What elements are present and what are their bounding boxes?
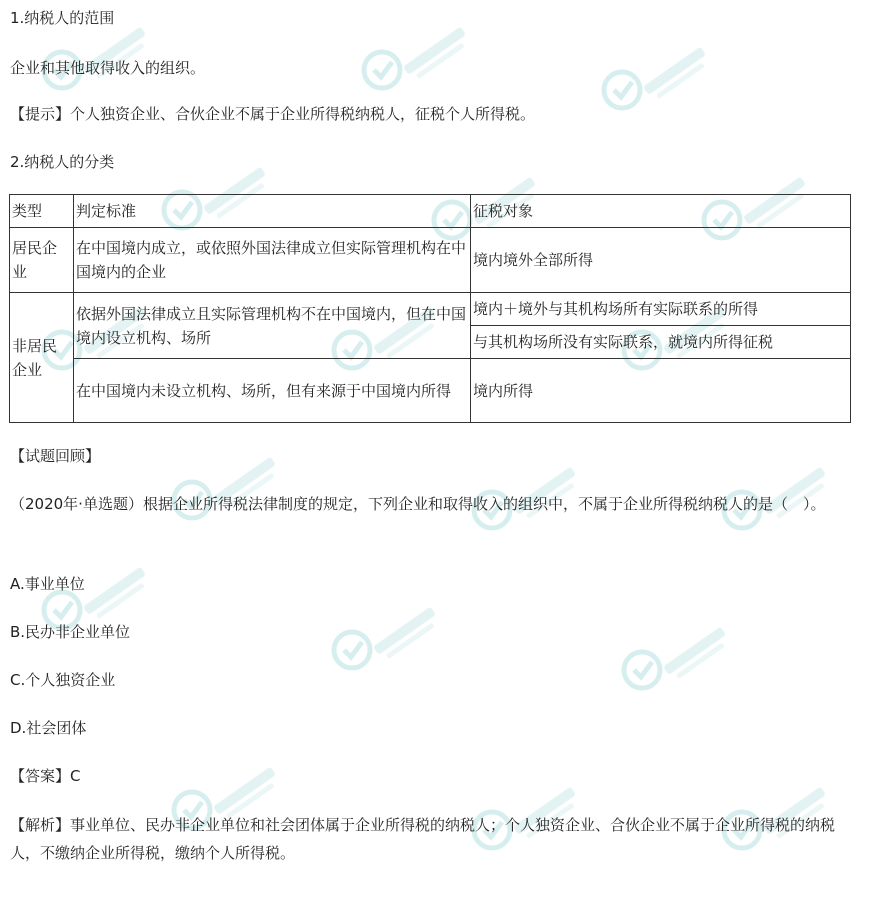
classification-heading: 2.纳税人的分类 (10, 153, 115, 171)
scope-text: 企业和其他取得收入的组织。 (10, 59, 206, 77)
table-row-nonresident-2 (10, 359, 851, 423)
cell-nonresident-type: 非居民企业 (10, 293, 74, 423)
analysis-text: 【解析】事业单位、民办非企业单位和社会团体属于企业所得税的纳税人；个人独资企业、合伙企业不属于企业所得税的纳税人，不缴纳企业所得税，缴纳个人所得税。 (10, 816, 836, 862)
cell-nonresident-object-2: 境内所得 (471, 359, 851, 423)
option-b: B.民办非企业单位 (10, 623, 131, 641)
answer-text: 【答案】C (10, 767, 81, 785)
review-question: （2020年·单选题）根据企业所得税法律制度的规定，下列企业和取得收入的组织中，不属于企业所得税纳税人的是（ ）。 (10, 495, 826, 513)
cell-resident-object: 境内境外全部所得 (471, 228, 851, 293)
cell-nonresident-criteria-1: 依据外国法律成立且实际管理机构不在中国境内，但在中国境内设立机构、场所 (74, 293, 471, 359)
cell-nonresident-object-1a: 境内＋境外与其机构场所有实际联系的所得 (471, 293, 851, 326)
cell-nonresident-object-1b: 与其机构场所没有实际联系，就境内所得征税 (471, 326, 851, 359)
review-heading: 【试题回顾】 (10, 447, 101, 465)
taxpayer-classification-table (9, 194, 851, 423)
header-criteria: 判定标准 (74, 195, 471, 228)
table-row-resident (10, 228, 851, 293)
cell-resident-type: 居民企业 (10, 228, 74, 293)
table-row-nonresident-1a (10, 293, 851, 326)
cell-nonresident-criteria-2: 在中国境内未设立机构、场所，但有来源于中国境内所得 (74, 359, 471, 423)
option-d: D.社会团体 (10, 719, 87, 737)
option-a: A.事业单位 (10, 575, 85, 593)
cell-resident-criteria: 在中国境内成立，或依照外国法律成立但实际管理机构在中国境内的企业 (74, 228, 471, 293)
scope-heading: 1.纳税人的范围 (10, 9, 115, 27)
table-header-row (10, 195, 851, 228)
header-type: 类型 (10, 195, 74, 228)
option-c: C.个人独资企业 (10, 671, 116, 689)
header-object: 征税对象 (471, 195, 851, 228)
tip-text: 【提示】个人独资企业、合伙企业不属于企业所得税纳税人，征税个人所得税。 (10, 105, 536, 123)
